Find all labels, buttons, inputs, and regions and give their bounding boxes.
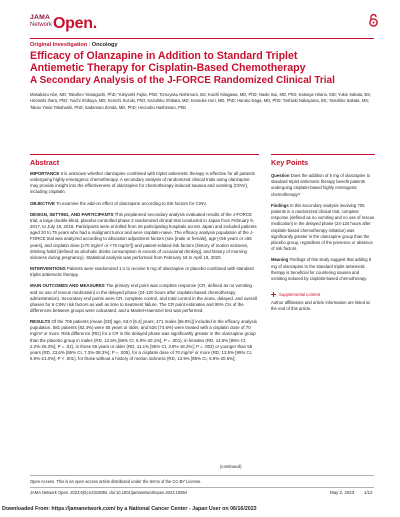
key-points-findings: Findings In this secondary analysis involving 705 patients in a randomized clinical trial, complete response (defined as no vomiting and no use of rescue medication) in the delayed phase (24-120 hours after cisplatin-based chemotherapy initiation) was significantly greater in the olanzapine group than the placebo group, regardless of the presence or absence of risk factors.: [271, 202, 375, 252]
journal-logo-jama: JAMA: [30, 14, 51, 21]
article-subject: Oncology: [91, 42, 118, 48]
footer-rule: [30, 475, 374, 476]
download-notice: Downloaded From: https://jamanetwork.com/ by a National Cancer Center - Japan User on 06/16/2023: [2, 506, 257, 512]
journal-header: [30, 10, 380, 36]
key-points-heading: Key Points: [271, 158, 309, 167]
key-points-meaning: Meaning Findings of this study suggest that adding 5 mg of olanzapine to the standard triplet antiemetic therapy is beneficial for countering nausea and vomiting induced by cisplatin-based chemotherapy.: [271, 257, 372, 282]
article-title: Efficacy of Olanzapine in Addition to Standard Triplet Antiemetic Therapy for Cisplatin-Based Chemotherapy: [30, 50, 306, 75]
supplemental-content-link[interactable]: [271, 292, 375, 297]
plus-icon: [271, 292, 276, 297]
abstract-interventions: INTERVENTIONS Patients were randomized 1:1 to receive 5 mg of olanzapine or placebo combined with standard triplet antiemetic therapy.: [30, 266, 254, 278]
abstract-body: [30, 171, 259, 367]
open-access-note: Open Access. This is an open access article distributed under the terms of the CC-BY License.: [30, 479, 202, 484]
article-type: Original Investigation: [30, 42, 88, 48]
author-affiliations-note: Author affiliations and article information are listed at the end of this article.: [271, 300, 370, 312]
article-subtitle: A Secondary Analysis of the J-FORCE Randomized Clinical Trial: [30, 75, 335, 86]
abstract-results: RESULTS Of the 705 patients (mean [SD] age, 63.0 [9.2] years; 471 males [66.8%]) included in the efficacy analysis population, 581 patients (82.4%) were 55 years or older, and 526 (74.6%) were treated with a cisplatin dose of 70 mg/m² or more. Risk difference (RD) for a CR in the delayed phase was significantly greater in the olanzapine group than the placebo group in males (RD, 12.6% [95% CI, 5.0%-20.1%]; P = .001), in females (RD, 14.5% [95% CI, 2.2%-26.3%]; P = .02), in those 55 years or older (RD, 11.1% [95% CI, 3.9%-18.2%]; P = .003) or younger than 55 years (RD, 23.6% [95% CI, 7.3%-38.3%]; P = .005), for a cisplatin dose of 70 mg/m² or more (RD, 13.5% [95% CI, 5.9%-21.0%]; P < .001), for those without a history of motion sickness (RD, 13.9% [95% CI, 6.9%-20.6%];: [30, 319, 257, 362]
author-list: Masakazu Abe, MD; Takuhiro Yamaguchi, PhD; Yukiyoshi Fujita, PhD; Tomoyasu Nishimura, BS; Koichi Kitagawa, MD, PhD; Naoki Inui, MD, PhD; Katsuya Hirano, MD; Yukie Sakata, BS; Hirotoshi Ihara, PhD; Yuichi Shibuya, MD; Kenichi Suzuki, PhD; Kazuhiko Shibata, MD; Kensuke Hori, MD, PhD; Haruko Daga, MD, PhD; Toshiaki Nakayama, BS; Yasuhiko Sakata, MS; Takao Yanai Takahashi, PhD; Sadamoto Zenda, MD, PhD; Hironobu Hashimoto, PhD: [30, 92, 372, 110]
footer-rule-secondary: [30, 487, 374, 488]
article-type-separator: |: [87, 42, 92, 48]
continued-note: (continued): [220, 464, 242, 469]
open-access-lock-icon: [369, 13, 378, 27]
abstract-importance: IMPORTANCE It is unknown whether olanzapine combined with triplet antiemetic therapy is effective for all patients undergoing highly emetogenic chemotherapy. A secondary analysis of randomized clinical trials using olanzapine may provide insight into the effectiveness of olanzapine for chemotherapy-induced nausea and vomiting (CINV), including cisplatin.: [30, 171, 255, 195]
publication-date: May 2, 2023: [330, 490, 355, 495]
abstract-design: DESIGN, SETTING, AND PARTICIPANTS This preplanned secondary analysis evaluated results of the J-FORCE trial, a large double-blind, placebo-controlled phase 3 randomized clinical trial conducted in Japan from February 9, 2017, to July 18, 2018. Participants were enrolled from 26 participating hospitals across Japan and included patients aged 20 to 75 years who had a malignant tumor and were cisplatin-naive. The efficacy analysis population of the J-FORCE trial was analyzed according to allocation adjustment factors (sex [male or female], age [<55 years or ≥55 years], and cisplatin dose [≥70 mg/m² or <70 mg/m²]) and patient-related risk factors (history of motion sickness, drinking habit [defined as alcoholic drinks consumption in excess of occasional drinking], and history of morning sickness during pregnancy). Statistical analysis was performed from February 18 to April 18, 2020.: [30, 211, 257, 260]
abstract-heading: Abstract: [30, 154, 259, 167]
page-number: 1/12: [364, 490, 373, 495]
journal-logo-network: Network: [30, 22, 53, 28]
journal-logo-open: Open.: [53, 15, 97, 32]
article-type-label: [30, 42, 118, 48]
abstract-objective: OBJECTIVE To examine the add-on effect of olanzapine according to risk factors for CINV.: [30, 200, 208, 206]
supplemental-content-label[interactable]: Supplemental content: [279, 292, 321, 298]
key-points-box: [271, 154, 375, 313]
citation-line: JAMA Network Open. 2023;6(5):e2310894. doi:10.1001/jamanetworkopen.2023.10894: [30, 490, 188, 495]
key-points-question: Question Does the addition of 5 mg of olanzapine to standard triplet antiemetic therapy benefit patients undergoing cisplatin-based highly emetogenic chemotherapy?: [271, 173, 371, 197]
header-rule: [30, 38, 374, 39]
key-points-body: [271, 173, 375, 282]
abstract-outcomes: MAIN OUTCOMES AND MEASURES The primary end point was complete response (CR, defined as no vomiting and no use of rescue medication) in the delayed phase (24-120 hours after cisplatin-based chemotherapy administration). Secondary end points were CR, complete control, and total control in the acute, delayed, and overall phases for 6 CINV risk factors as well as time to treatment failure. The CR point estimates and 95% CIs of the differences between groups were calculated, and a Mantel-Haenszel test was performed.: [30, 283, 257, 313]
